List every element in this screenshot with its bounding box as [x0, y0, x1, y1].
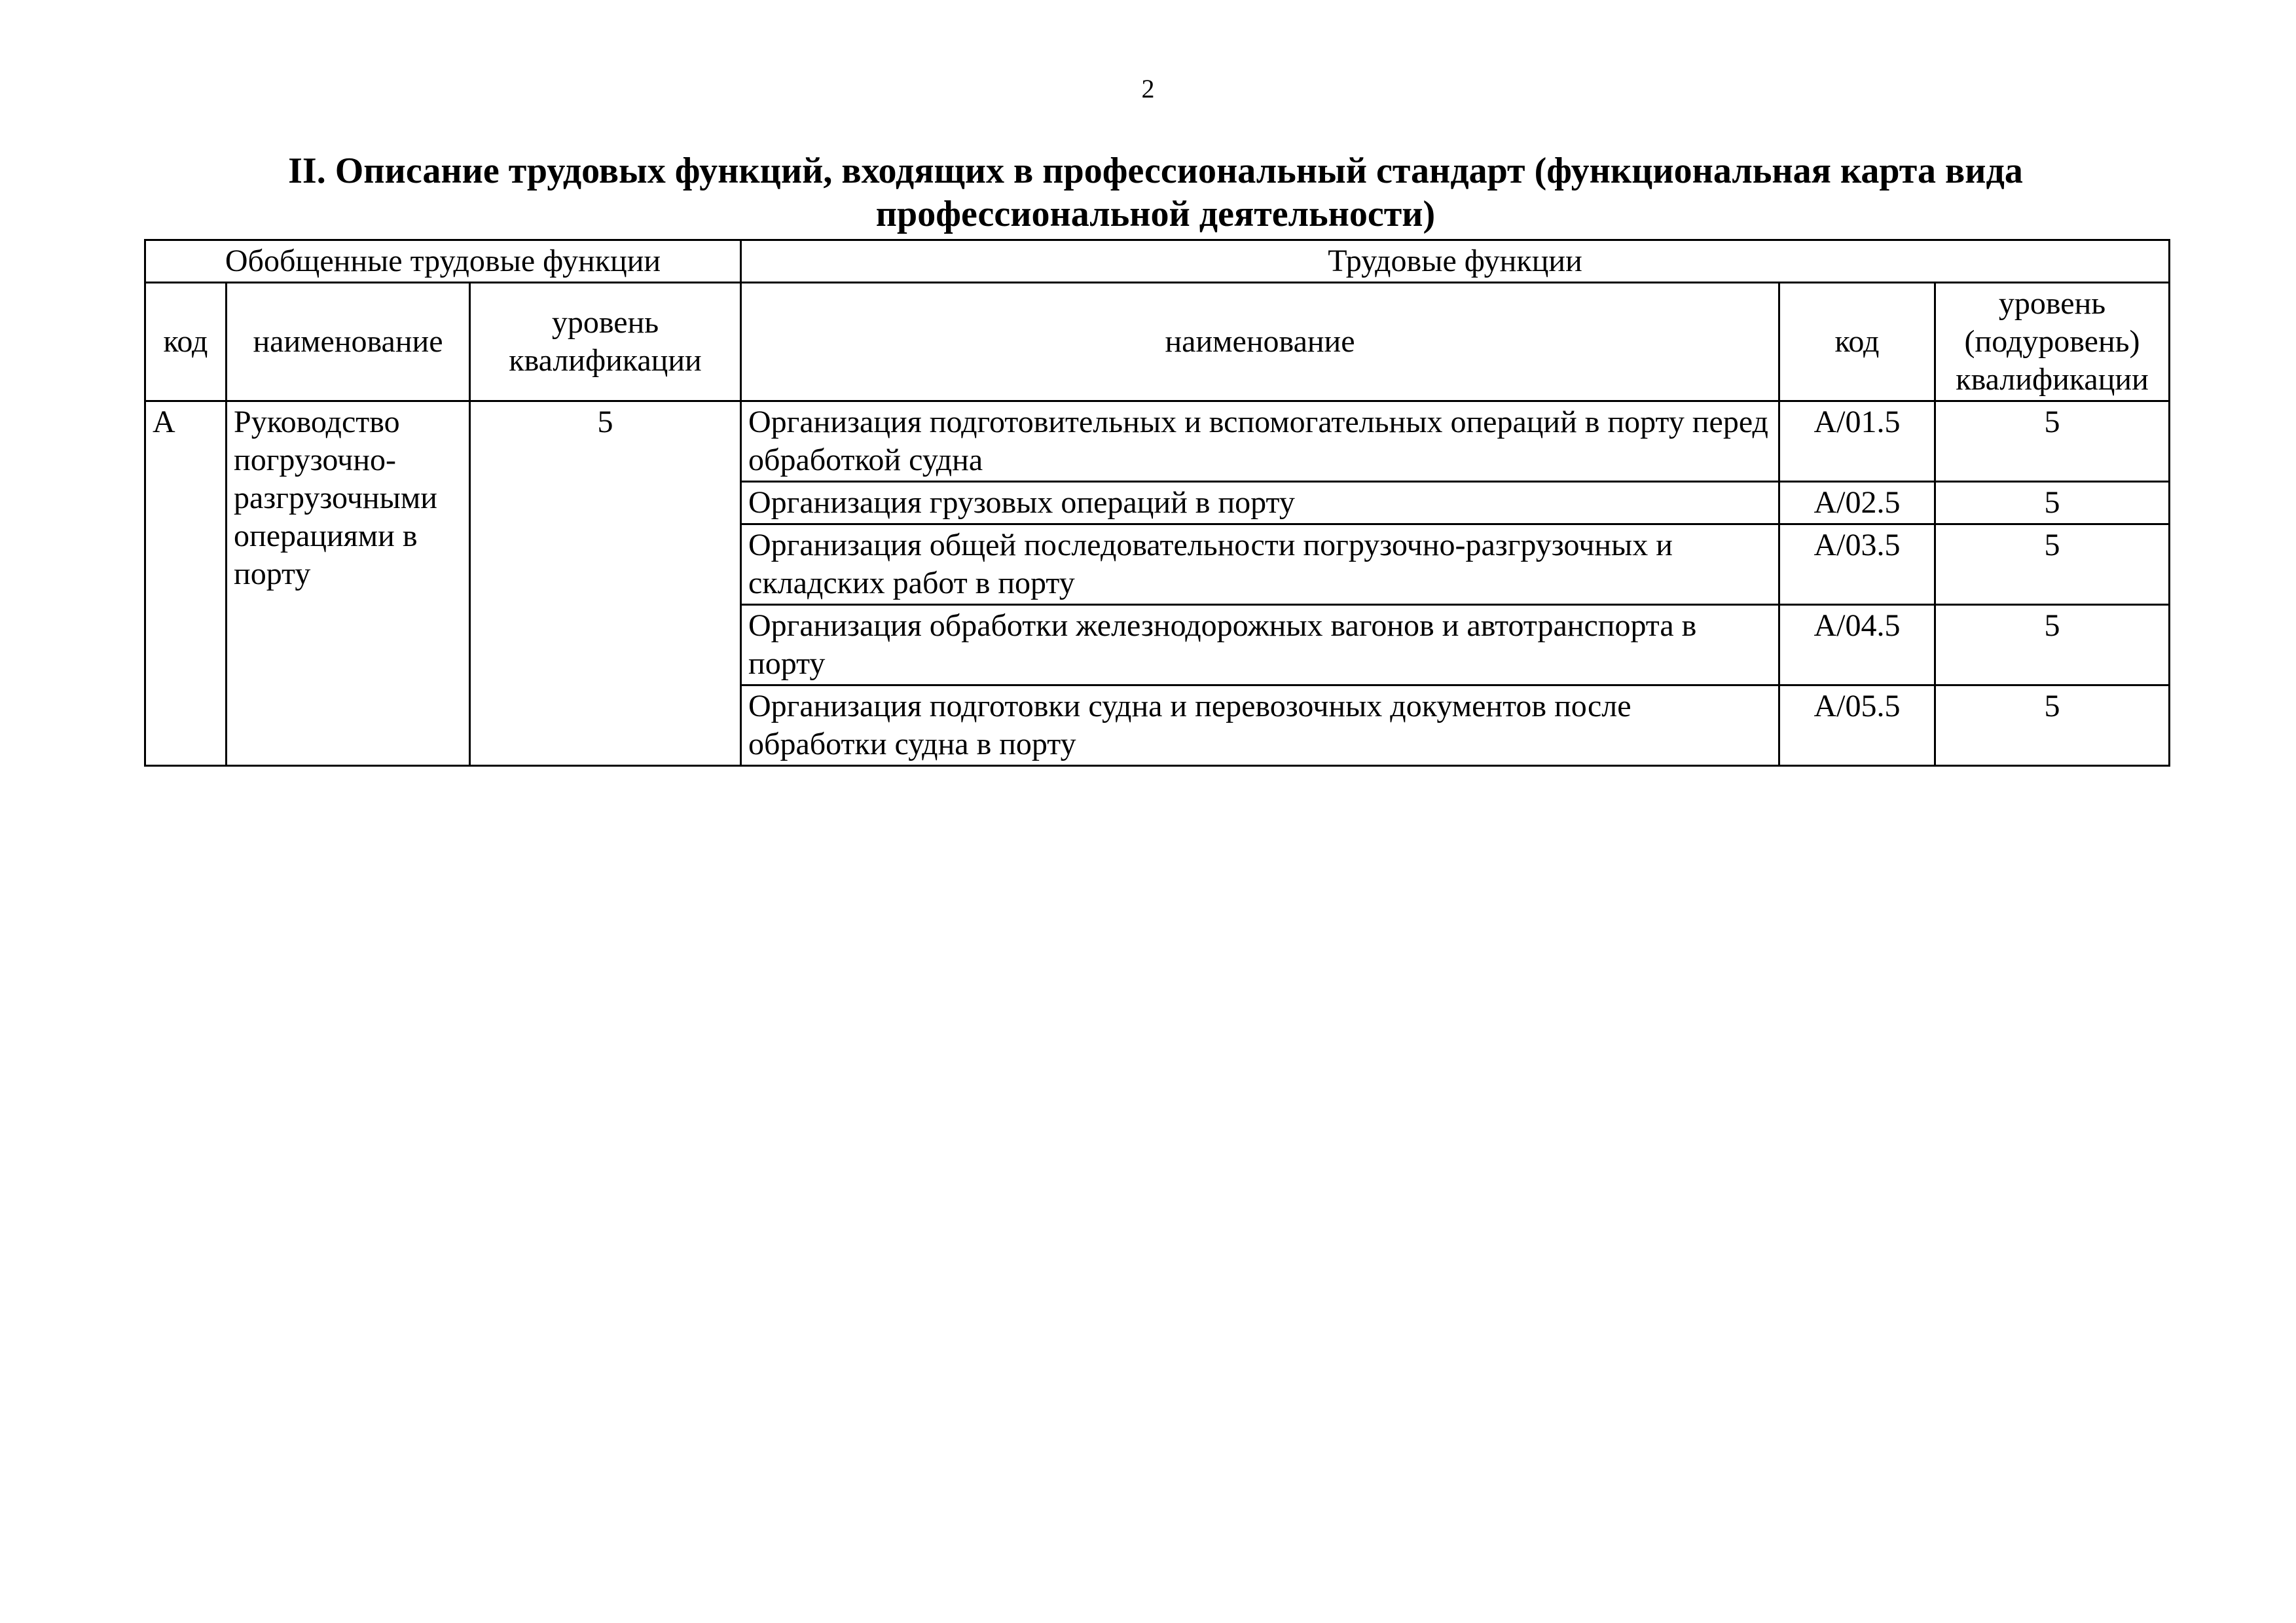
tf-code-cell: A/01.5 — [1779, 401, 1935, 482]
column-header-gf-name: наименование — [227, 283, 470, 401]
tf-name-cell: Организация грузовых операций в порту — [741, 482, 1779, 524]
tf-name-cell: Организация обработки железнодорожных вагонов и автотранспорта в порту — [741, 605, 1779, 685]
section-heading: II. Описание трудовых функций, входящих в профессиональный стандарт (функциональная карта вида профессиональной деятельности) — [288, 151, 2023, 234]
tf-level-cell: 5 — [1935, 524, 2170, 605]
table-group-header-row — [145, 240, 2170, 283]
tf-code-cell: A/05.5 — [1779, 685, 1935, 766]
page-number: 2 — [1141, 74, 1155, 103]
tf-name-cell: Организация подготовительных и вспомогательных операций в порту перед обработкой судна — [741, 401, 1779, 482]
tf-code-cell: A/02.5 — [1779, 482, 1935, 524]
tf-level-cell: 5 — [1935, 605, 2170, 685]
tf-level-cell: 5 — [1935, 401, 2170, 482]
gf-code-cell: А — [145, 401, 227, 766]
tf-code-cell: A/03.5 — [1779, 524, 1935, 605]
column-header-gf-code: код — [145, 283, 227, 401]
table-column-header-row — [145, 283, 2170, 401]
column-header-tf-level: уровень (подуровень) квалификации — [1935, 283, 2170, 401]
table-row — [145, 401, 2170, 482]
labor-functions-header: Трудовые функции — [741, 240, 2170, 283]
gf-level-cell: 5 — [470, 401, 741, 766]
functional-map-table — [144, 239, 2170, 767]
gf-name-cell: Руководство погрузочно-разгрузочными операциями в порту — [227, 401, 470, 766]
tf-name-cell: Организация подготовки судна и перевозочных документов после обработки судна в порту — [741, 685, 1779, 766]
tf-name-cell: Организация общей последовательности погрузочно-разгрузочных и складских работ в порту — [741, 524, 1779, 605]
tf-level-cell: 5 — [1935, 482, 2170, 524]
generalized-functions-header: Обобщенные трудовые функции — [145, 240, 741, 283]
column-header-tf-name: наименование — [741, 283, 1779, 401]
column-header-gf-level: уровень квалификации — [470, 283, 741, 401]
tf-code-cell: A/04.5 — [1779, 605, 1935, 685]
tf-level-cell: 5 — [1935, 685, 2170, 766]
column-header-tf-code: код — [1779, 283, 1935, 401]
